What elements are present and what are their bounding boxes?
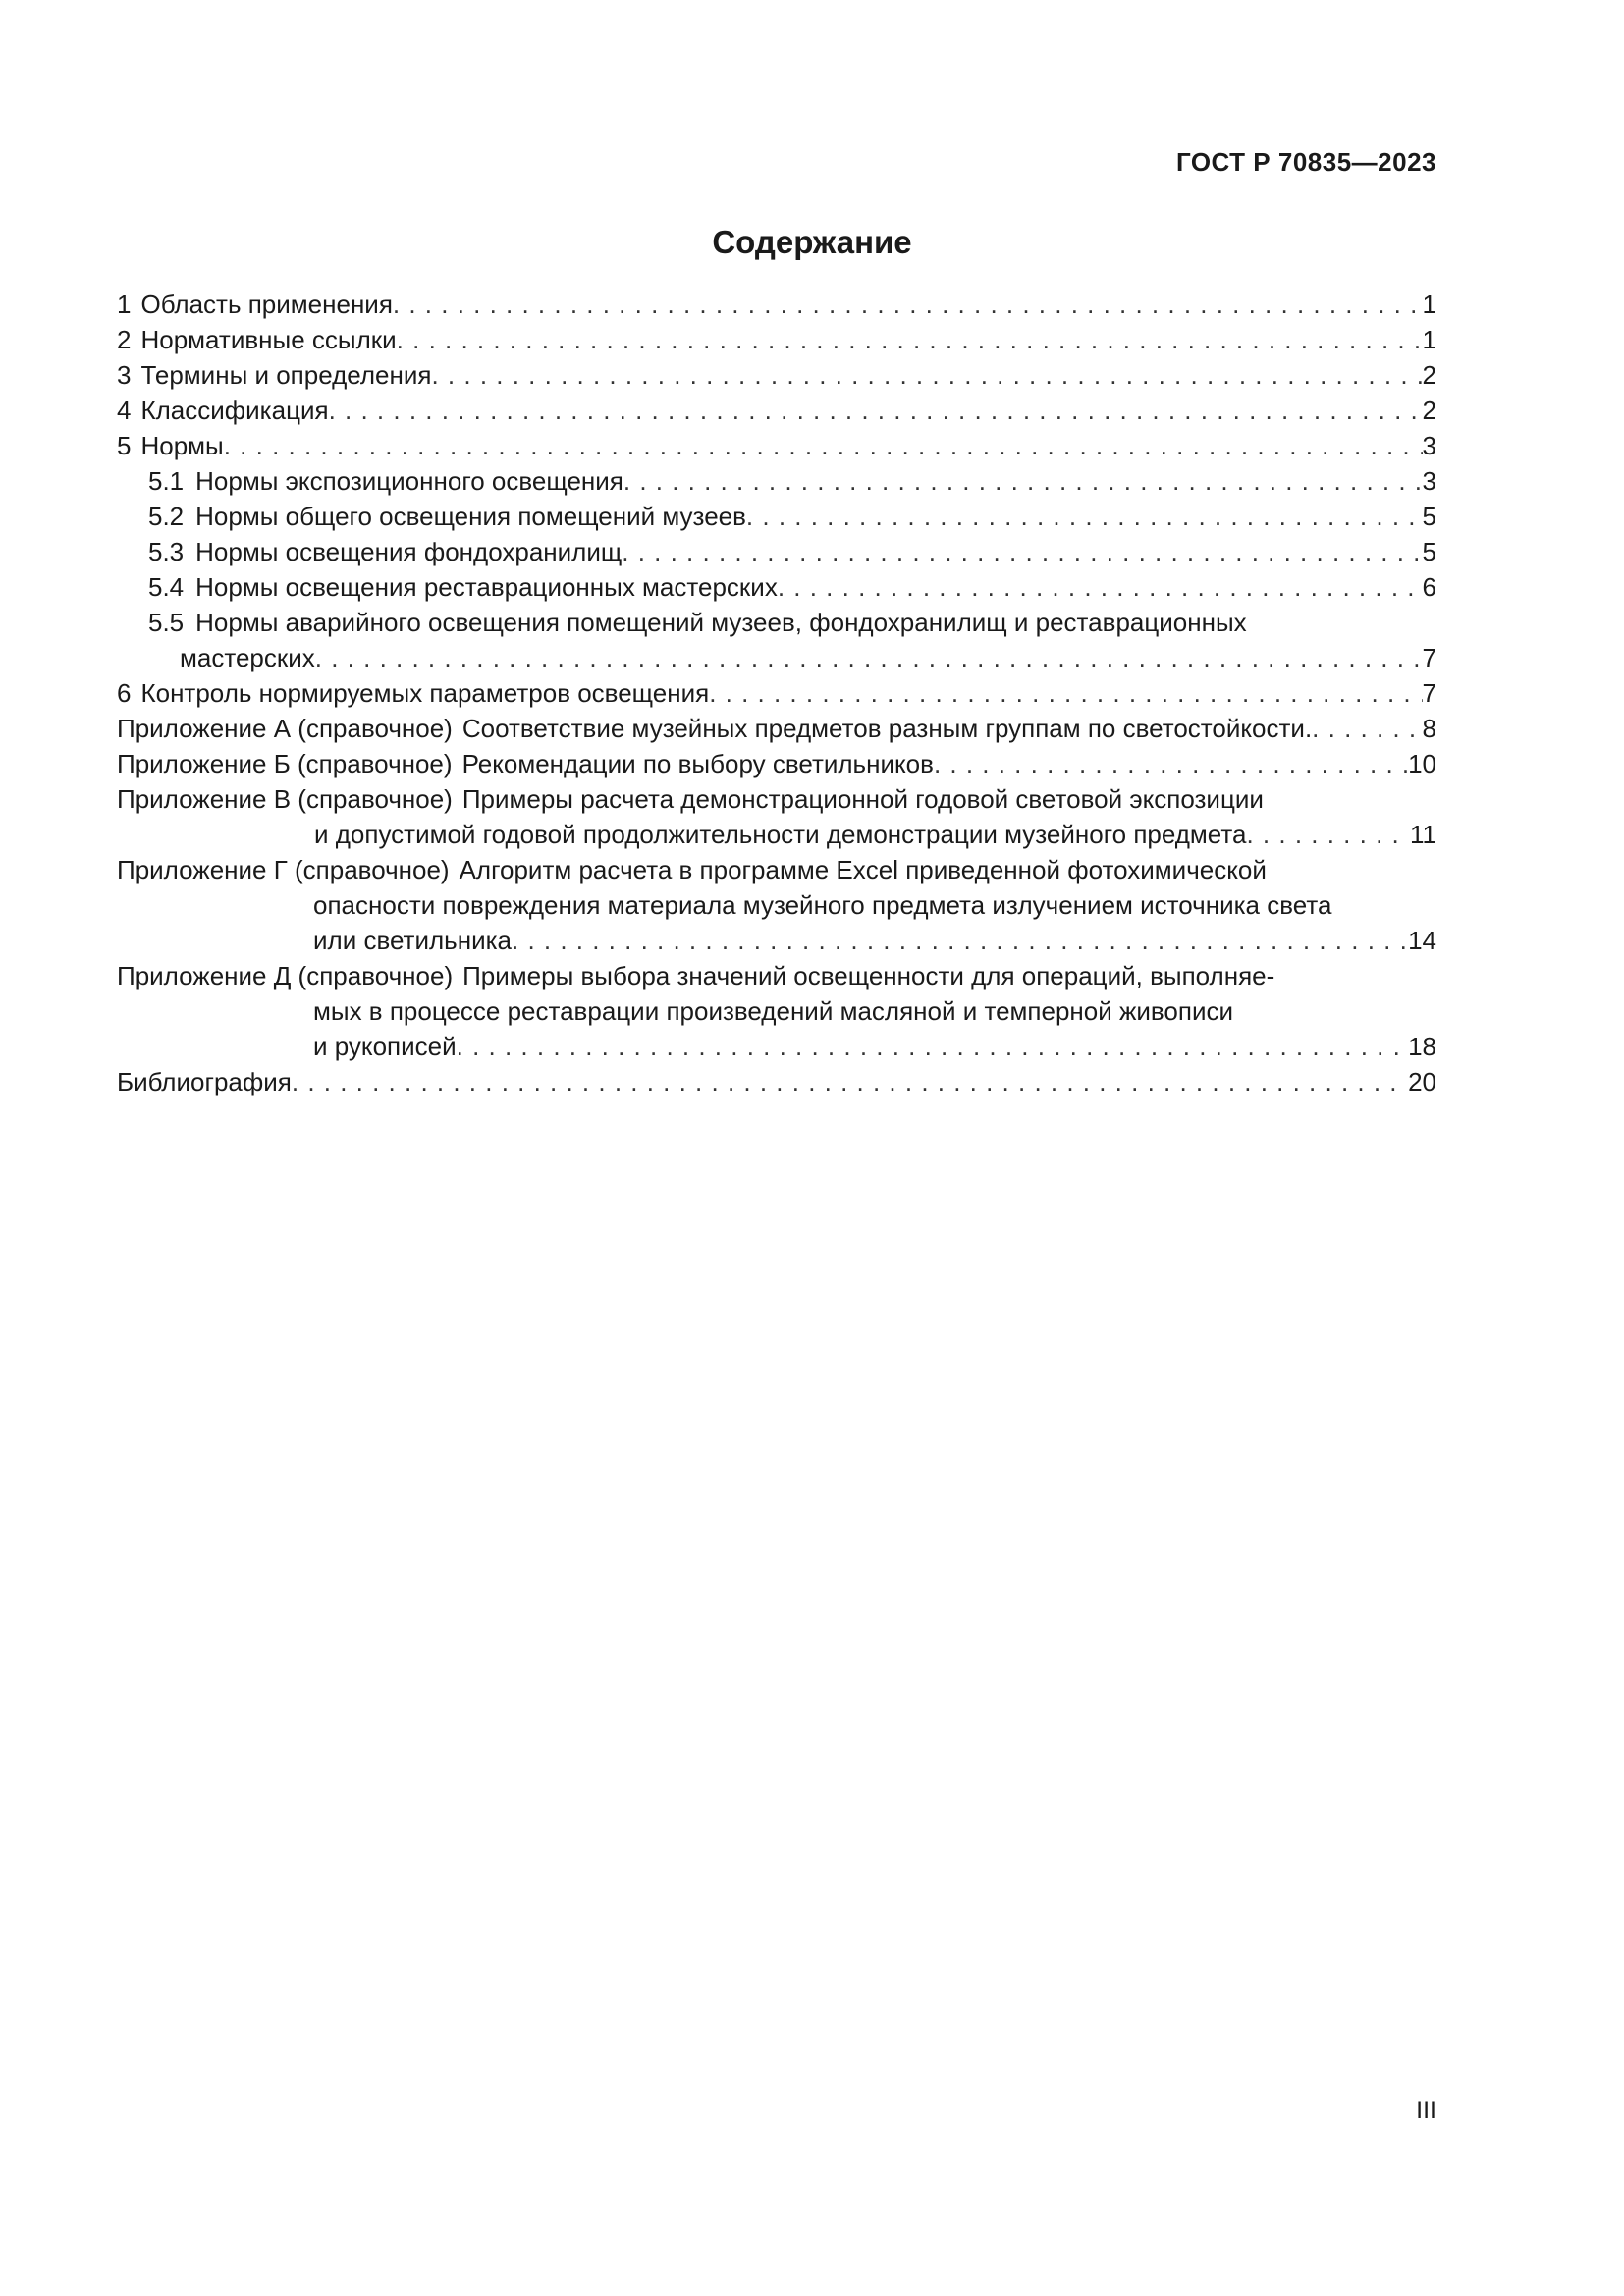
toc-entry-title: Нормы экспозиционного освещения	[195, 466, 623, 496]
toc-entry-page: 2	[1422, 396, 1436, 425]
toc-subentry[interactable]	[117, 605, 1436, 640]
dot-leader	[1246, 817, 1410, 852]
toc-entry-title-continued: мых в процессе реставрации произведений масляной и темперной живописи	[313, 996, 1234, 1026]
toc-entry-title: Примеры выбора значений освещенности для операций, выполняе-	[462, 961, 1275, 990]
toc-subentry[interactable]	[117, 499, 1436, 534]
dot-leader	[1312, 711, 1422, 746]
toc-entry-number: 2	[117, 325, 132, 354]
toc-entry-page: 8	[1422, 714, 1436, 743]
toc-subentry[interactable]	[117, 534, 1436, 569]
toc-entry-number: 5.1	[148, 466, 185, 496]
toc-entry-page: 2	[1422, 360, 1436, 390]
toc-entry-title-continued: или светильника	[313, 926, 512, 955]
toc-entry-number: 5.5	[148, 608, 185, 637]
page-number: III	[1416, 2097, 1436, 2124]
toc-entry-title: Нормативные ссылки	[140, 325, 397, 354]
toc-entry[interactable]	[117, 393, 1436, 428]
toc-appendix-continuation[interactable]	[117, 1029, 1436, 1064]
table-of-contents	[117, 287, 1436, 1099]
toc-entry[interactable]	[117, 322, 1436, 357]
toc-entry-page: 1	[1422, 290, 1436, 319]
appendix-label: Приложение Д (справочное)	[117, 961, 454, 990]
toc-entry-number: 5.4	[148, 572, 185, 602]
toc-entry[interactable]	[117, 1064, 1436, 1099]
toc-entry-title: Нормы освещения фондохранилищ	[195, 537, 623, 566]
toc-appendix-entry[interactable]	[117, 711, 1436, 746]
dot-leader	[315, 640, 1423, 675]
toc-entry-page: 7	[1422, 678, 1436, 708]
toc-entry-title-continued: опасности повреждения материала музейного предмета излучением источника света	[313, 890, 1332, 920]
toc-entry-number: 3	[117, 360, 132, 390]
toc-entry-title: Нормы общего освещения помещений музеев	[195, 502, 746, 531]
dot-leader	[457, 1029, 1408, 1064]
toc-entry[interactable]	[117, 287, 1436, 322]
page-title: Содержание	[712, 224, 912, 260]
dot-leader	[622, 534, 1422, 569]
toc-appendix-continuation	[117, 887, 1436, 923]
toc-entry-title: Соответствие музейных предметов разным группам по светостойкости.	[461, 714, 1313, 743]
toc-entry-title: Классификация	[140, 396, 329, 425]
toc-entry-title: Нормы	[140, 431, 224, 460]
toc-entry-title: Примеры расчета демонстрационной годовой световой экспозиции	[461, 784, 1264, 814]
toc-entry-number: 1	[117, 290, 132, 319]
dot-leader	[746, 499, 1423, 534]
dot-leader	[778, 569, 1423, 605]
dot-leader	[431, 357, 1422, 393]
toc-entry-page: 5	[1422, 502, 1436, 531]
dot-leader	[393, 287, 1423, 322]
toc-entry-number: 6	[117, 678, 132, 708]
toc-entry-title-continued: и допустимой годовой продолжительности демонстрации музейного предмета	[314, 820, 1247, 849]
toc-entry-title: Область применения	[140, 290, 393, 319]
toc-appendix-continuation	[117, 993, 1436, 1029]
toc-appendix-entry[interactable]	[117, 958, 1436, 993]
toc-entry[interactable]	[117, 675, 1436, 711]
toc-entry-number: 5	[117, 431, 132, 460]
toc-entry-title-continued: мастерских	[180, 643, 315, 672]
dot-leader	[224, 428, 1423, 463]
toc-entry-page: 11	[1410, 820, 1436, 849]
dot-leader	[397, 322, 1423, 357]
dot-leader	[709, 675, 1422, 711]
toc-appendix-entry[interactable]	[117, 746, 1436, 781]
toc-entry-page: 5	[1422, 537, 1436, 566]
toc-entry-page: 20	[1408, 1067, 1436, 1096]
toc-entry-title: Контроль нормируемых параметров освещения	[140, 678, 710, 708]
toc-entry-page: 3	[1422, 466, 1436, 496]
dot-leader	[623, 463, 1423, 499]
toc-entry-page: 10	[1408, 749, 1436, 778]
toc-entry-number: 5.2	[148, 502, 185, 531]
standard-designation: ГОСТ Р 70835—2023	[1175, 147, 1436, 177]
toc-entry-page: 6	[1422, 572, 1436, 602]
toc-entry[interactable]	[117, 428, 1436, 463]
toc-subentry-continuation[interactable]	[117, 640, 1436, 675]
toc-entry-title: Нормы аварийного освещения помещений музеев, фондохранилищ и реставрационных	[195, 608, 1247, 637]
toc-entry-number: 4	[117, 396, 132, 425]
toc-entry-page: 18	[1408, 1032, 1436, 1061]
toc-appendix-continuation[interactable]	[117, 817, 1436, 852]
toc-entry-page: 7	[1422, 643, 1436, 672]
toc-subentry[interactable]	[117, 569, 1436, 605]
toc-entry-title: Рекомендации по выбору светильников	[461, 749, 934, 778]
toc-entry-title: Термины и определения	[140, 360, 432, 390]
toc-entry-title-continued: и рукописей	[313, 1032, 457, 1061]
appendix-label: Приложение Б (справочное)	[117, 749, 453, 778]
dot-leader	[934, 746, 1408, 781]
appendix-label: Приложение В (справочное)	[117, 784, 453, 814]
dot-leader	[329, 393, 1423, 428]
appendix-label: Приложение А (справочное)	[117, 714, 453, 743]
toc-entry-title: Алгоритм расчета в программе Excel приведенной фотохимической	[459, 855, 1267, 884]
toc-appendix-entry[interactable]	[117, 781, 1436, 817]
toc-appendix-continuation[interactable]	[117, 923, 1436, 958]
dot-leader	[292, 1064, 1408, 1099]
dot-leader	[512, 923, 1408, 958]
toc-entry-page: 14	[1408, 926, 1436, 955]
toc-entry-title: Библиография	[117, 1067, 292, 1096]
toc-entry-number: 5.3	[148, 537, 185, 566]
toc-entry-page: 3	[1422, 431, 1436, 460]
toc-entry[interactable]	[117, 357, 1436, 393]
toc-subentry[interactable]	[117, 463, 1436, 499]
appendix-label: Приложение Г (справочное)	[117, 855, 450, 884]
toc-entry-page: 1	[1422, 325, 1436, 354]
toc-appendix-entry[interactable]	[117, 852, 1436, 887]
toc-entry-title: Нормы освещения реставрационных мастерских	[195, 572, 778, 602]
